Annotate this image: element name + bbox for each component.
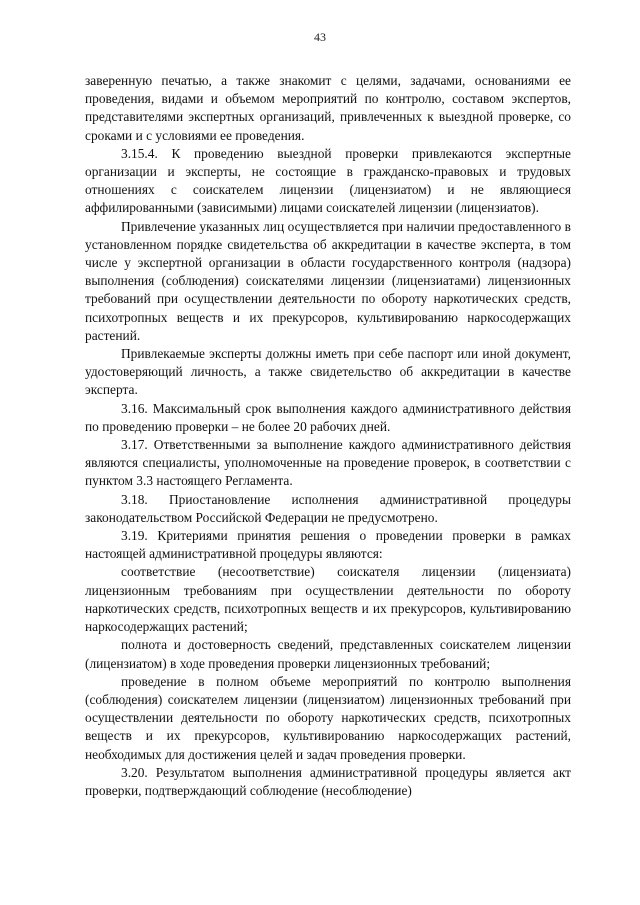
paragraph-experts-accreditation: Привлечение указанных лиц осуществляется при наличии предоставленного в установленном порядке свидетельства об аккредитации в качестве эксперта, в том числе у экспертной организации в области государственного контроля (надзора) выполнения (соблюдения) соискателями лицензии (лицензиатами) лицензионных требований при осуществлении деятельности по обороту наркотических средств, психотропных веществ и их прекурсоров, культивированию наркосодержащих растений. [85, 218, 571, 343]
criterion-compliance: соответствие (несоответствие) соискателя лицензии (лицензиата) лицензионным требованиям при осуществлении деятельности по обороту наркотических средств, психотропных веществ и их прекурсоров, культивированию наркосодержащих растений; [85, 564, 571, 635]
criterion-full-scope: проведение в полном объеме мероприятий по контролю выполнения (соблюдения) соискателем лицензии (лицензиатом) лицензионных требований при осуществлении деятельности по обороту наркотических средств, психотропных веществ и их прекурсоров, культивированию наркосодержащих растений, необходимых для достижения целей и задач проведения проверки. [85, 673, 571, 762]
paragraph-3-16: 3.16. Максимальный срок выполнения каждого административного действия по проведению проверки – не более 20 рабочих дней. [85, 400, 571, 434]
paragraph-3-19: 3.19. Критериями принятия решения о проведении проверки в рамках настоящей административной процедуры являются: [85, 528, 571, 562]
document-body [85, 72, 571, 800]
paragraph-experts-documents: Привлекаемые эксперты должны иметь при себе паспорт или иной документ, удостоверяющий личность, а также свидетельство об аккредитации в качестве эксперта. [85, 346, 571, 398]
paragraph-continuation: заверенную печатью, а также знакомит с целями, задачами, основаниями ее проведения, видами и объемом мероприятий по контролю, составом экспертов, представителями экспертных организаций, привлеченных к выездной проверке, со сроками и с условиями ее проведения. [85, 73, 571, 143]
criterion-completeness: полнота и достоверность сведений, представленных соискателем лицензии (лицензиатом) в ходе проведения проверки лицензионных требований; [85, 637, 571, 671]
paragraph-3-20: 3.20. Результатом выполнения административной процедуры является акт проверки, подтверждающий соблюдение (несоблюдение) [85, 764, 571, 798]
paragraph-3-17: 3.17. Ответственными за выполнение каждого административного действия являются специалисты, уполномоченные на проведение проверок, в соответствии с пунктом 3.3 настоящего Регламента. [85, 437, 571, 489]
page-number: 43 [314, 30, 326, 44]
paragraph-3-18: 3.18. Приостановление исполнения административной процедуры законодательством Российской Федерации не предусмотрено. [85, 491, 571, 525]
paragraph-3-15-4: 3.15.4. К проведению выездной проверки привлекаются экспертные организации и эксперты, не состоящие в гражданско-правовых и трудовых отношениях с соискателем лицензии (лицензиатом) и не являющиеся аффилированными (зависимыми) лицами соискателей лицензии (лицензиатов). [85, 145, 571, 216]
